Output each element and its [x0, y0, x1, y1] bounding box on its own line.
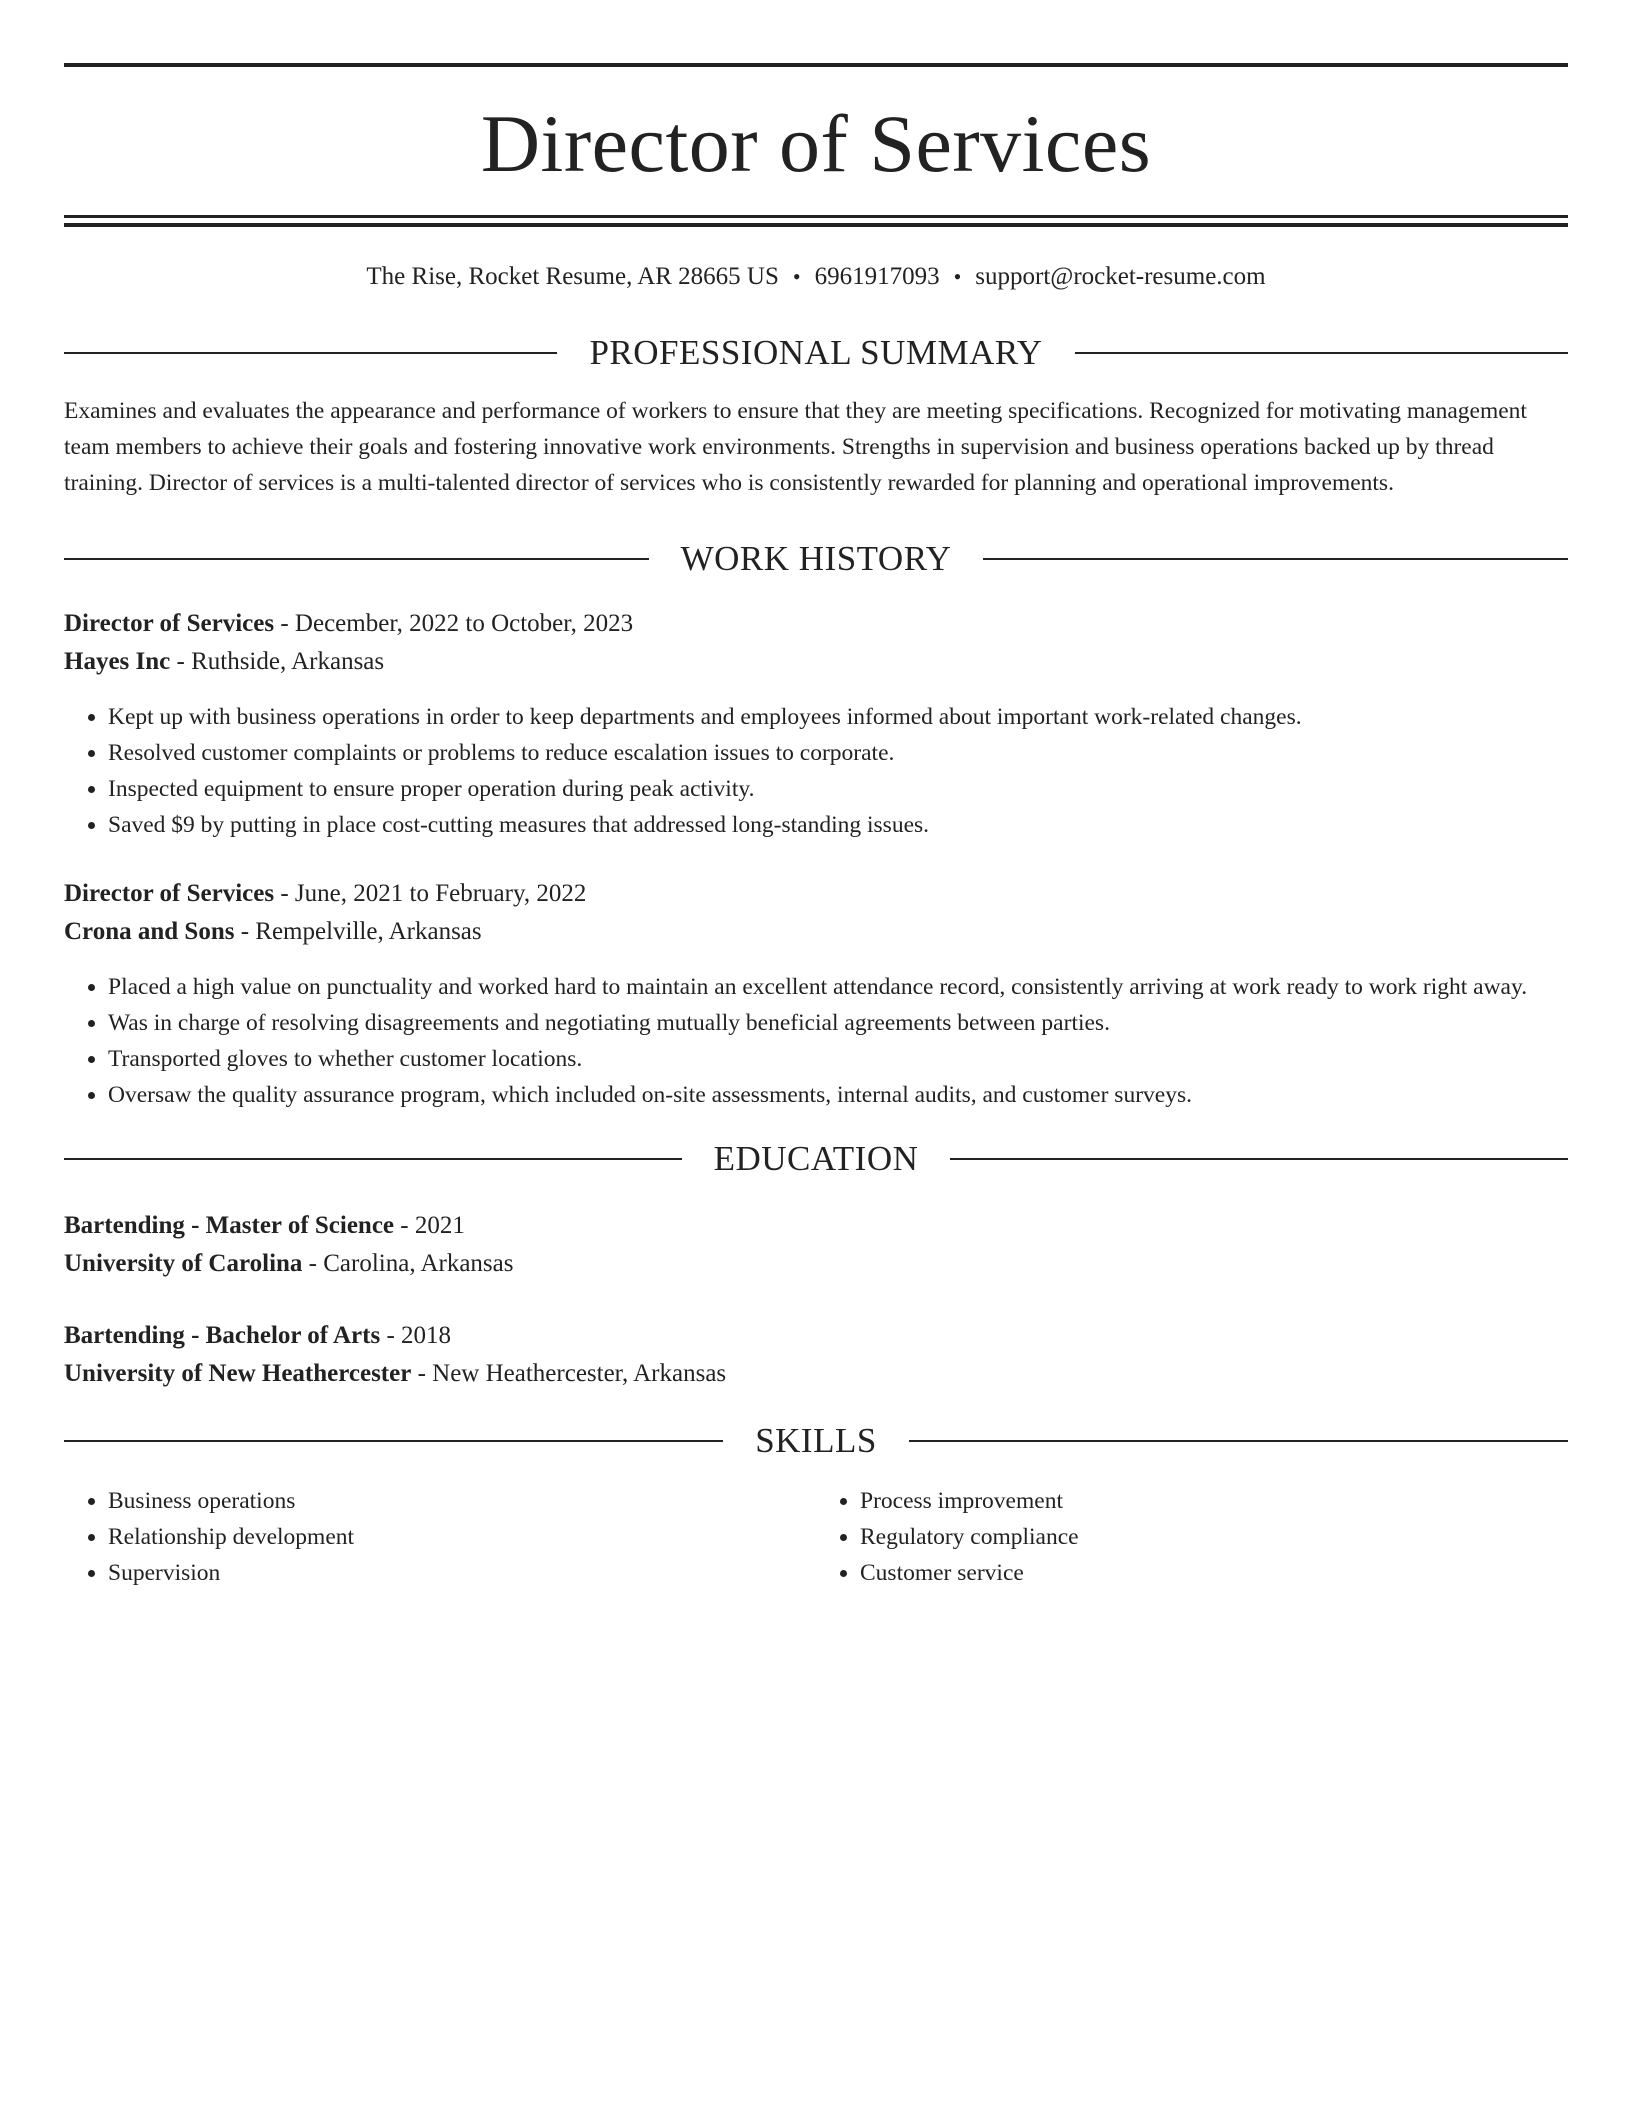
contact-address: The Rise, Rocket Resume, AR 28665 US — [366, 263, 779, 290]
edu-degree-line — [64, 1207, 1568, 1245]
job-bullet: • Oversaw the quality assurance program, which included on-site assessments, internal audits, and customer surveys. — [108, 1077, 1568, 1113]
job-dates: - December, 2022 to October, 2023 — [274, 610, 634, 637]
job-title-line — [64, 605, 1568, 643]
job-entry — [64, 605, 1568, 843]
job-bullet: • Inspected equipment to ensure proper operation during peak activity. — [108, 771, 1568, 807]
heading-rule-left — [64, 1158, 682, 1160]
summary-heading: PROFESSIONAL SUMMARY — [589, 333, 1043, 372]
skills-list-left — [64, 1483, 816, 1591]
heading-rule-left — [64, 558, 649, 560]
edu-school-line — [64, 1245, 1568, 1283]
contact-email: support@rocket-resume.com — [975, 263, 1266, 290]
edu-year: - 2018 — [380, 1322, 452, 1349]
resume-title: Director of Services — [480, 98, 1152, 189]
job-dates: - June, 2021 to February, 2022 — [274, 880, 587, 907]
heading-rule-left — [64, 1440, 723, 1442]
job-bullet: • Resolved customer complaints or problems to reduce escalation issues to corporate. — [108, 735, 1568, 771]
job-bullet: • Kept up with business operations in order to keep departments and employees informed about important work-related changes. — [108, 699, 1568, 735]
work-heading: WORK HISTORY — [680, 539, 952, 578]
job-bullets — [64, 969, 1568, 1113]
edu-location: - Carolina, Arkansas — [302, 1250, 514, 1277]
work-section-heading — [64, 537, 1568, 581]
top-rule — [64, 63, 1568, 67]
skill-item: • Process improvement — [860, 1483, 1568, 1519]
skills-list-right — [816, 1483, 1568, 1591]
contact-separator: • — [792, 264, 801, 289]
job-company-line — [64, 913, 1568, 951]
skill-item: • Relationship development — [108, 1519, 816, 1555]
skills-heading: SKILLS — [755, 1421, 877, 1460]
skill-item: • Regulatory compliance — [860, 1519, 1568, 1555]
summary-section-heading — [64, 331, 1568, 375]
skills-section-heading — [64, 1419, 1568, 1463]
summary-text: Examines and evaluates the appearance and performance of workers to ensure that they are meeting specifications. Recognized for motivating management team members to achieve their goals and fostering innovative work environments. Strengths in supervision and business operations backed up by thread training. Director of services is a multi-talented director of services who is consistently rewarded for planning and operational improvements. — [64, 398, 1527, 496]
title-double-rule — [64, 215, 1568, 227]
job-title: Director of Services — [64, 880, 275, 907]
edu-location: - New Heathercester, Arkansas — [411, 1360, 727, 1387]
job-title-line — [64, 875, 1568, 913]
contact-phone: 6961917093 — [814, 263, 940, 290]
heading-rule-right — [1075, 352, 1568, 354]
contact-line — [64, 259, 1568, 295]
education-section-heading — [64, 1137, 1568, 1181]
contact-separator: • — [953, 264, 962, 289]
job-company: Hayes Inc — [64, 648, 171, 675]
job-bullet: • Was in charge of resolving disagreements and negotiating mutually beneficial agreements between parties. — [108, 1005, 1568, 1041]
education-entry — [64, 1207, 1568, 1283]
job-bullets — [64, 699, 1568, 843]
heading-rule-left — [64, 352, 557, 354]
job-entry — [64, 875, 1568, 1113]
skill-item: • Customer service — [860, 1555, 1568, 1591]
edu-school: University of Carolina — [64, 1250, 303, 1277]
skills-columns — [64, 1483, 1568, 1591]
skill-item: • Business operations — [108, 1483, 816, 1519]
edu-degree: Bartending - Bachelor of Arts — [64, 1322, 381, 1349]
job-bullet: • Placed a high value on punctuality and worked hard to maintain an excellent attendance record, consistently arriving at work ready to work right away. — [108, 969, 1568, 1005]
heading-rule-right — [983, 558, 1568, 560]
job-title: Director of Services — [64, 610, 275, 637]
job-location: - Rempelville, Arkansas — [234, 918, 482, 945]
job-bullet: • Transported gloves to whether customer locations. — [108, 1041, 1568, 1077]
education-entry — [64, 1317, 1568, 1393]
job-location: - Ruthside, Arkansas — [170, 648, 385, 675]
edu-year: - 2021 — [394, 1212, 465, 1239]
edu-degree: Bartending - Master of Science — [64, 1212, 395, 1239]
education-heading: EDUCATION — [713, 1139, 919, 1178]
edu-school-line — [64, 1355, 1568, 1393]
job-bullet: • Saved $9 by putting in place cost-cutting measures that addressed long-standing issues. — [108, 807, 1568, 843]
skill-item: • Supervision — [108, 1555, 816, 1591]
heading-rule-right — [950, 1158, 1568, 1160]
edu-school: University of New Heathercester — [64, 1360, 412, 1387]
job-company: Crona and Sons — [64, 918, 235, 945]
job-company-line — [64, 643, 1568, 681]
edu-degree-line — [64, 1317, 1568, 1355]
heading-rule-right — [909, 1440, 1568, 1442]
